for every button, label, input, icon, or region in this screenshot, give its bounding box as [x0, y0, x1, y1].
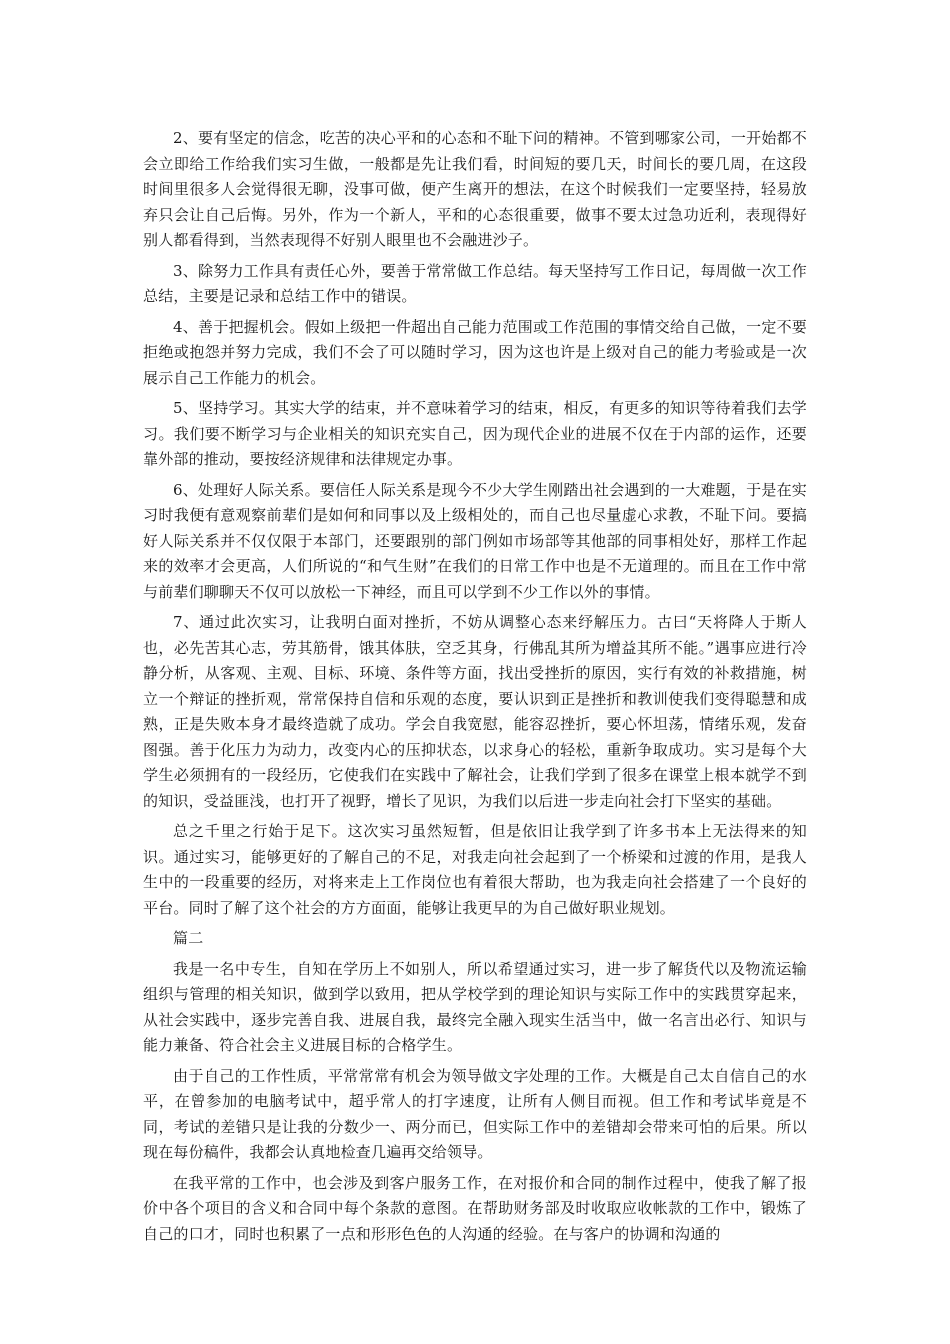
paragraph-item-4: 4、善于把握机会。假如上级把一件超出自己能力范围或工作范围的事情交给自己做，一定不要拒绝或抱怨并努力完成，我们不会了可以随时学习，因为这也许是上级对自己的能力考验或是一次展示自己工作能力的机会。: [143, 317, 807, 387]
paragraph-item-7: 7、通过此次实习，让我明白面对挫折，不妨从调整心态来纾解压力。古曰“天将降人于斯人也，必先苦其心志，劳其筋骨，饿其体肤，空乏其身，行佛乱其所为增益其所不能。”遇事应进行冷静分析，从客观、主观、目标、环境、条件等方面，找出受挫折的原因，实行有效的补救措施，树立一个辩证的挫折观，常常保持自信和乐观的态度，要认识到正是挫折和教训使我们变得聪慧和成熟，正是失败本身才最终造就了成功。学会自我宽慰，能容忍挫折，要心怀坦荡，情绪乐观，发奋图强。善于化压力为动力，改变内心的压抑状态，以求身心的轻松，重新争取成功。实习是每个大学生必须拥有的一段经历，它使我们在实践中了解社会，让我们学到了很多在课堂上根本就学不到的知识，受益匪浅，也打开了视野，增长了见识，为我们以后进一步走向社会打下坚实的基础。: [143, 613, 807, 810]
paragraph-conclusion: 总之千里之行始于足下。这次实习虽然短暂，但是依旧让我学到了许多书本上无法得来的知识。通过实习，能够更好的了解自己的不足，对我走向社会起到了一个桥梁和过渡的作用，是我人生中的一段重要的经历，对将来走上工作岗位也有着很大帮助，也为我走向社会搭建了一个良好的平台。同时了解了这个社会的方方面面，能够让我更早的为自己做好职业规划。: [143, 822, 807, 917]
paragraph-customer-service: 在我平常的工作中，也会涉及到客户服务工作，在对报价和合同的制作过程中，使我了解了报价中各个项目的含义和合同中每个条款的意图。在帮助财务部及时收取应收帐款的工作中，锻炼了自己的口才，同时也积累了一点和形形色色的人沟通的经验。在与客户的协调和沟通的: [143, 1173, 807, 1243]
paragraph-item-3: 3、除努力工作具有责任心外，要善于常常做工作总结。每天坚持写工作日记，每周做一次工作总结，主要是记录和总结工作中的错误。: [143, 261, 807, 305]
document-body: [143, 126, 807, 1252]
paragraph-item-5: 5、坚持学习。其实大学的结束，并不意味着学习的结束，相反，有更多的知识等待着我们去学习。我们要不断学习与企业相关的知识充实自己，因为现代企业的进展不仅在于内部的运作，还要靠外部的推动，要按经济规律和法律规定办事。: [143, 399, 807, 468]
paragraph-work-nature: 由于自己的工作性质，平常常常有机会为领导做文字处理的工作。大概是自己太自信自己的水平，在曾参加的电脑考试中，超乎常人的打字速度，让所有人侧目而视。但工作和考试毕竟是不同，考试的差错只是让我的分数少一、两分而已，但实际工作中的差错却会带来可怕的后果。所以现在每份稿件，我都会认真地检查几遍再交给领导。: [143, 1066, 807, 1161]
paragraph-item-6: 6、处理好人际关系。要信任人际关系是现今不少大学生刚踏出社会遇到的一大难题，于是在实习时我便有意观察前辈们是如何和同事以及上级相处的，而自己也尽量虚心求教，不耻下问。要搞好人际关系并不仅仅限于本部门，还要跟别的部门例如市场部等其他部的同事相处好，那样工作起来的效率才会更高，人们所说的“和气生财”在我们的日常工作中也是不无道理的。而且在工作中常与前辈们聊聊天不仅可以放松一下神经，而且可以学到不少工作以外的事情。: [143, 480, 807, 601]
paragraph-intro: 我是一名中专生，自知在学历上不如别人，所以希望通过实习，进一步了解货代以及物流运输组织与管理的相关知识，做到学以致用，把从学校学到的理论知识与实际工作中的实践贯穿起来，从社会实践中，逐步完善自我、进展自我，最终完全融入现实生活当中，做一名言出必行、知识与能力兼备、符合社会主义进展目标的合格学生。: [143, 959, 807, 1054]
section-heading: 篇二: [173, 929, 204, 947]
paragraph-item-2: 2、要有坚定的信念，吃苦的决心平和的心态和不耻下问的精神。不管到哪家公司，一开始都不会立即给工作给我们实习生做，一般都是先让我们看，时间短的要几天，时间长的要几周，在这段时间里很多人会觉得很无聊，没事可做，便产生离开的想法，在这个时候我们一定要坚持，轻易放弃只会让自己后悔。另外，作为一个新人，平和的心态很重要，做事不要太过急功近利，表现得好别人都看得到，当然表现得不好别人眼里也不会融进沙子。: [143, 129, 807, 249]
